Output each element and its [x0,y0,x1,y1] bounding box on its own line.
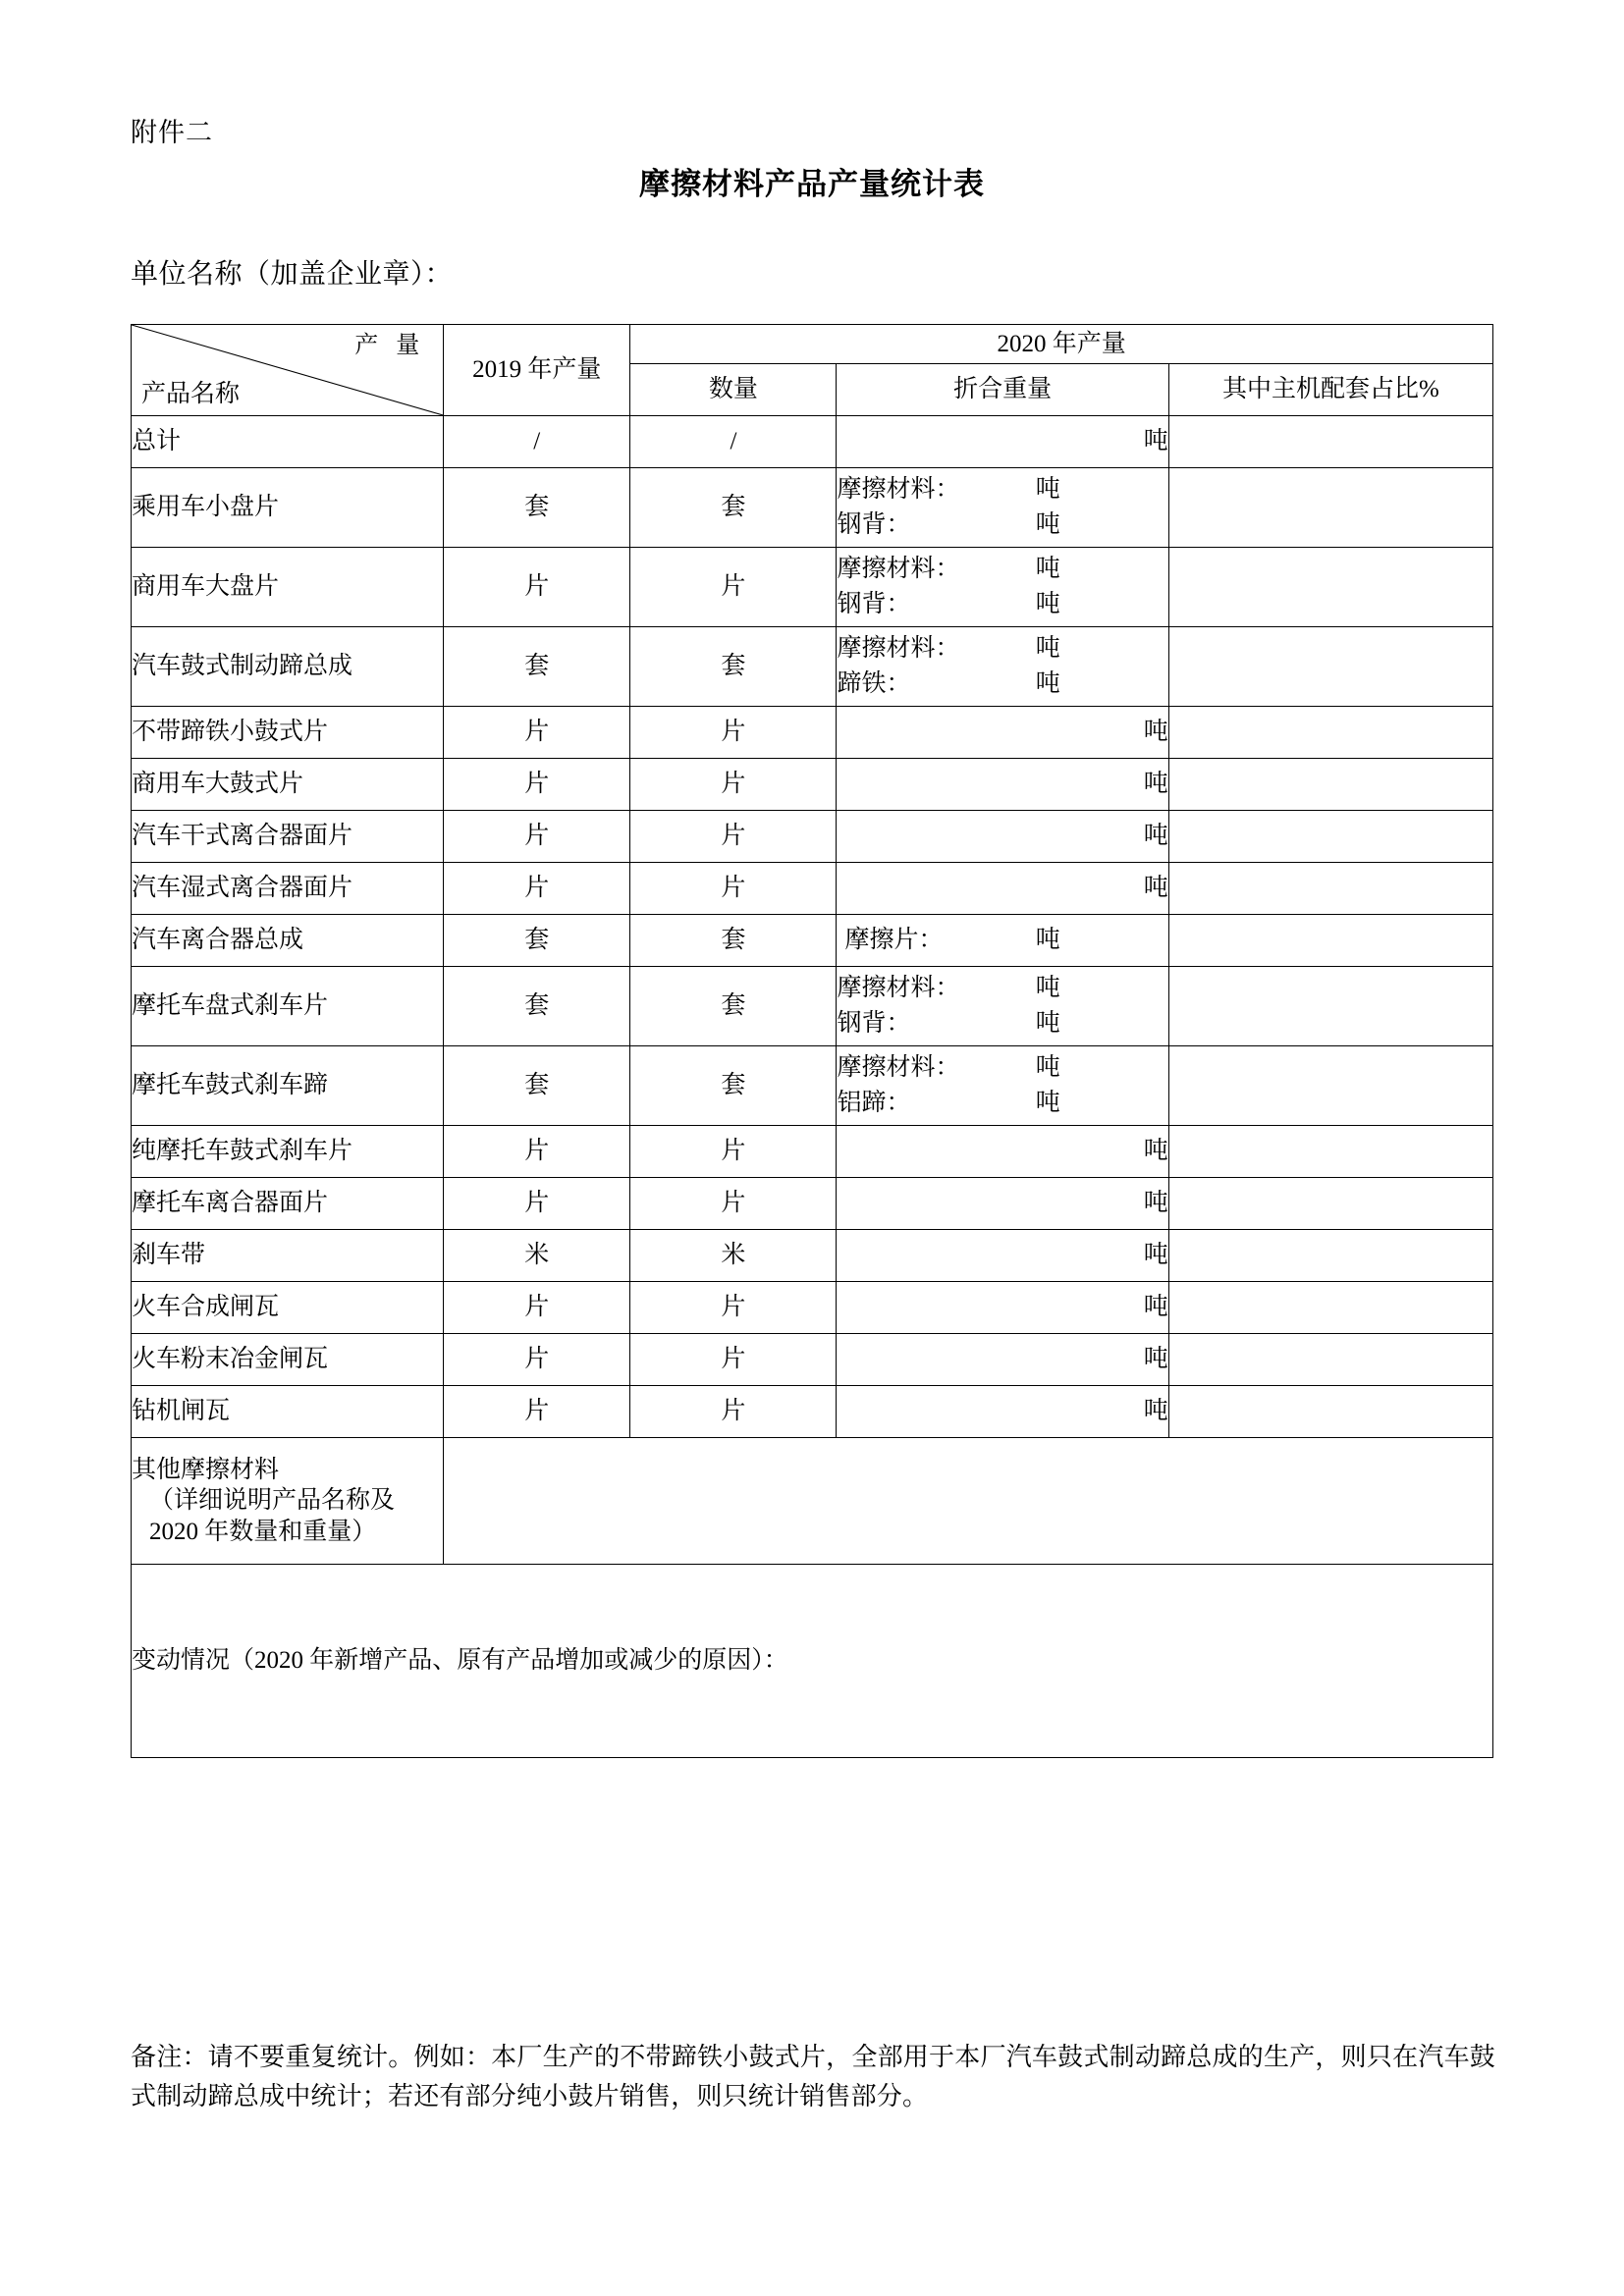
year-2019-unit-cell[interactable]: 片 [444,1178,630,1230]
other-materials-input-cell[interactable] [444,1438,1493,1565]
weight-component-label: 摩擦材料： [837,974,960,1001]
converted-weight-cell[interactable] [837,707,1168,759]
oem-share-cell[interactable] [1168,915,1492,967]
weight-unit-label: 吨 [1143,719,1168,746]
oem-share-cell[interactable] [1168,1046,1492,1126]
weight-component-label: 摩擦材料： [837,1053,960,1081]
year-2020-quantity-cell[interactable]: 片 [630,1178,837,1230]
weight-component-label: 钢背： [837,511,911,538]
weight-component-line [837,1050,1167,1086]
table-row [132,1282,1493,1334]
table-row [132,707,1493,759]
weight-component-label: 摩擦材料： [837,475,960,503]
oem-share-cell[interactable] [1168,863,1492,915]
year-2019-unit-cell[interactable]: / [444,416,630,468]
year-2020-quantity-cell[interactable]: 套 [630,1046,837,1126]
weight-unit-label: 吨 [1143,1190,1168,1217]
product-name-cell: 不带蹄铁小鼓式片 [132,707,444,759]
year-2019-unit-cell[interactable]: 套 [444,967,630,1046]
weight-unit-label: 吨 [1143,875,1168,902]
year-2019-unit-cell[interactable]: 片 [444,863,630,915]
weight-component-label: 摩擦材料： [837,555,960,582]
change-note-label: 变动情况（2020 年新增产品、原有产品增加或减少的原因）： [132,1647,788,1675]
oem-share-cell[interactable] [1168,707,1492,759]
oem-share-cell[interactable] [1168,416,1492,468]
weight-component-line [837,667,1167,702]
weight-unit-label: 吨 [1035,1090,1060,1116]
weight-component-line [837,507,1167,543]
converted-weight-cell[interactable] [837,627,1168,707]
table-row [132,967,1493,1046]
product-name-cell: 乘用车小盘片 [132,468,444,548]
footnote-remark: 备注：请不要重复统计。例如：本厂生产的不带蹄铁小鼓式片，全部用于本厂汽车鼓式制动蹄总成的生产，则只在汽车鼓式制动蹄总成中统计；若还有部分纯小鼓片销售，则只统计销售部分。 [131,2043,1495,2111]
unit-name-label: 单位名称（加盖企业章）： [131,257,454,290]
year-2020-quantity-cell[interactable]: 片 [630,1282,837,1334]
converted-weight-cell[interactable] [837,863,1168,915]
oem-share-cell[interactable] [1168,1386,1492,1438]
product-name-cell: 纯摩托车鼓式刹车片 [132,1126,444,1178]
oem-share-cell[interactable] [1168,1178,1492,1230]
converted-weight-cell[interactable] [837,1282,1168,1334]
page-title: 摩擦材料产品产量统计表 [639,167,985,202]
weight-unit-label: 吨 [1035,1053,1060,1081]
attachment-label: 附件二 [131,118,213,148]
oem-share-cell[interactable] [1168,759,1492,811]
oem-share-cell[interactable] [1168,1334,1492,1386]
product-name-cell: 火车粉末冶金闸瓦 [132,1334,444,1386]
oem-share-cell[interactable] [1168,1282,1492,1334]
header-2020-output: 2020 年产量 [630,325,1493,364]
production-statistics-table-wrap [131,324,1493,1758]
year-2020-quantity-cell[interactable]: 套 [630,915,837,967]
year-2019-unit-cell[interactable]: 米 [444,1230,630,1282]
converted-weight-cell[interactable] [837,1386,1168,1438]
corner-top-right-label: 产 量 [354,333,426,358]
product-name-cell: 火车合成闸瓦 [132,1282,444,1334]
year-2020-quantity-cell[interactable]: 片 [630,707,837,759]
other-materials-row [132,1438,1493,1565]
converted-weight-cell[interactable] [837,759,1168,811]
header-2019-output: 2019 年产量 [444,325,630,416]
weight-component-label: 摩擦片： [844,927,944,954]
subheader-converted-weight: 折合重量 [837,364,1168,416]
table-row [132,759,1493,811]
product-name-cell: 刹车带 [132,1230,444,1282]
year-2019-unit-cell[interactable]: 片 [444,707,630,759]
product-name-cell: 摩托车离合器面片 [132,1178,444,1230]
production-statistics-table [131,324,1493,1758]
year-2020-quantity-cell[interactable]: 套 [630,967,837,1046]
year-2019-unit-cell[interactable]: 套 [444,627,630,707]
year-2020-quantity-cell[interactable]: 套 [630,627,837,707]
corner-split-cell [132,325,444,416]
table-row [132,811,1493,863]
weight-component-label: 铝蹄： [837,1090,911,1116]
converted-weight-cell[interactable] [837,967,1168,1046]
table-row [132,1178,1493,1230]
weight-component-line [837,472,1167,507]
weight-unit-label: 吨 [1143,823,1168,850]
converted-weight-cell[interactable] [837,416,1168,468]
weight-unit-label: 吨 [1035,974,1060,1001]
converted-weight-cell[interactable] [837,1334,1168,1386]
year-2019-unit-cell[interactable]: 片 [444,1126,630,1178]
converted-weight-cell[interactable] [837,1046,1168,1126]
oem-share-cell[interactable] [1168,1230,1492,1282]
converted-weight-cell[interactable] [837,1230,1168,1282]
weight-unit-label: 吨 [1143,1242,1168,1269]
weight-component-label: 钢背： [837,1010,911,1037]
year-2020-quantity-cell[interactable]: 片 [630,548,837,627]
table-row [132,1230,1493,1282]
table-row [132,627,1493,707]
year-2020-quantity-cell[interactable]: 片 [630,1334,837,1386]
table-row [132,1046,1493,1126]
weight-unit-label: 吨 [1035,1010,1060,1037]
product-name-cell: 商用车大盘片 [132,548,444,627]
table-row [132,548,1493,627]
year-2020-quantity-cell[interactable]: 米 [630,1230,837,1282]
table-row [132,1334,1493,1386]
year-2020-quantity-cell[interactable]: / [630,416,837,468]
weight-unit-label: 吨 [1035,511,1060,538]
product-name-cell: 汽车鼓式制动蹄总成 [132,627,444,707]
year-2019-unit-cell[interactable]: 片 [444,1282,630,1334]
other-materials-label-line: 2020 年数量和重量） [149,1518,377,1545]
weight-unit-label: 吨 [1143,1294,1168,1321]
table-row [132,863,1493,915]
subheader-oem-share: 其中主机配套占比% [1168,364,1492,416]
product-name-cell: 汽车干式离合器面片 [132,811,444,863]
converted-weight-cell[interactable] [837,1178,1168,1230]
product-name-cell: 商用车大鼓式片 [132,759,444,811]
converted-weight-cell[interactable] [837,811,1168,863]
weight-component-line [837,552,1167,587]
converted-weight-cell[interactable] [837,468,1168,548]
weight-unit-label: 吨 [1143,1346,1168,1373]
oem-share-cell[interactable] [1168,967,1492,1046]
other-materials-label-cell [132,1438,444,1565]
oem-share-cell[interactable] [1168,1126,1492,1178]
oem-share-cell[interactable] [1168,627,1492,707]
weight-unit-label: 吨 [1035,555,1060,582]
year-2020-quantity-cell[interactable]: 片 [630,1126,837,1178]
change-note-row [132,1565,1493,1758]
weight-component-label: 蹄铁： [837,670,911,697]
weight-component-line [837,971,1167,1006]
converted-weight-cell[interactable] [837,1126,1168,1178]
corner-bottom-left-label: 产品名称 [141,380,241,407]
table-row [132,416,1493,468]
table-row [132,915,1493,967]
product-name-cell: 总计 [132,416,444,468]
product-name-cell: 钻机闸瓦 [132,1386,444,1438]
weight-unit-label: 吨 [1143,428,1168,455]
subheader-quantity: 数量 [630,364,837,416]
other-materials-label-line: （详细说明产品名称及 [149,1487,396,1515]
weight-component-line [837,925,1167,955]
year-2019-unit-cell[interactable]: 片 [444,759,630,811]
weight-unit-label: 吨 [1035,475,1060,503]
product-name-cell: 汽车湿式离合器面片 [132,863,444,915]
oem-share-cell[interactable] [1168,548,1492,627]
weight-component-line [837,1006,1167,1041]
weight-component-label: 钢背： [837,591,911,617]
weight-component-label: 摩擦材料： [837,634,960,662]
weight-unit-label: 吨 [1143,1398,1168,1425]
year-2020-quantity-cell[interactable]: 片 [630,1386,837,1438]
year-2019-unit-cell[interactable]: 套 [444,468,630,548]
weight-component-line [837,631,1167,667]
table-row [132,1126,1493,1178]
table-row [132,1386,1493,1438]
table-header-row [132,325,1493,364]
weight-unit-label: 吨 [1035,634,1060,662]
year-2020-quantity-cell[interactable]: 片 [630,811,837,863]
oem-share-cell[interactable] [1168,468,1492,548]
other-materials-label-line: 其他摩擦材料 [132,1457,280,1484]
year-2020-quantity-cell[interactable]: 片 [630,759,837,811]
weight-unit-label: 吨 [1035,670,1060,697]
converted-weight-cell[interactable] [837,548,1168,627]
year-2019-unit-cell[interactable]: 套 [444,915,630,967]
product-name-cell: 汽车离合器总成 [132,915,444,967]
year-2019-unit-cell[interactable]: 套 [444,1046,630,1126]
weight-component-line [837,587,1167,622]
oem-share-cell[interactable] [1168,811,1492,863]
year-2019-unit-cell[interactable]: 片 [444,1334,630,1386]
change-note-cell[interactable] [132,1565,1493,1758]
weight-component-line [837,1086,1167,1121]
product-name-cell: 摩托车盘式刹车片 [132,967,444,1046]
year-2020-quantity-cell[interactable]: 片 [630,863,837,915]
year-2020-quantity-cell[interactable]: 套 [630,468,837,548]
table-row [132,468,1493,548]
year-2019-unit-cell[interactable]: 片 [444,1386,630,1438]
weight-unit-label: 吨 [1035,591,1060,617]
year-2019-unit-cell[interactable]: 片 [444,811,630,863]
weight-unit-label: 吨 [1035,927,1060,954]
weight-unit-label: 吨 [1143,1138,1168,1165]
year-2019-unit-cell[interactable]: 片 [444,548,630,627]
converted-weight-cell[interactable] [837,915,1168,967]
weight-unit-label: 吨 [1143,771,1168,798]
product-name-cell: 摩托车鼓式刹车蹄 [132,1046,444,1126]
